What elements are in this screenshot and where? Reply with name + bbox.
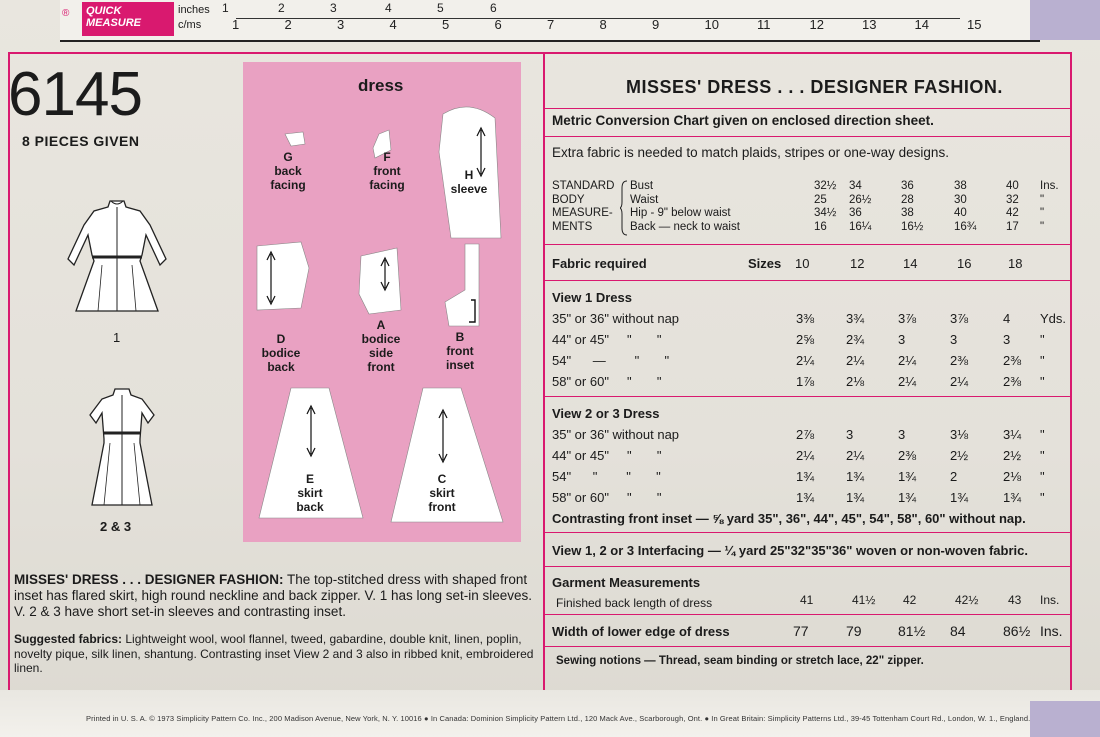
view23-value: 3¼ <box>1003 427 1022 442</box>
ruler-cm-mark: 5 <box>442 17 450 32</box>
ruler-cm-mark: 3 <box>337 17 345 32</box>
back-length-value: 41 <box>800 593 814 607</box>
view23-unit: " <box>1040 469 1045 484</box>
width-value: 86½ <box>1003 623 1031 639</box>
interfacing: View 1, 2 or 3 Interfacing — ¼ yard 25"32"35"36" woven or non-woven fabric. <box>552 543 1028 558</box>
view23-value: 2½ <box>1003 448 1022 463</box>
piece-b-letter: B <box>455 330 465 344</box>
piece-b-name: front inset <box>445 344 474 372</box>
measurement-value: 32 <box>1006 193 1019 206</box>
piece-a-name: bodice side front <box>361 332 401 374</box>
measurement-value: 40 <box>954 207 967 219</box>
view1-value: 2¼ <box>846 353 865 368</box>
view1-value: 2⅛ <box>846 374 865 389</box>
view23-fabric: 54" " " " <box>552 469 661 484</box>
rule <box>545 566 1070 567</box>
ruler-cm-mark: 9 <box>652 17 660 32</box>
measurement-unit: Ins. <box>1040 180 1059 192</box>
view23-value: 1¾ <box>846 469 865 484</box>
view23-value: 2⅛ <box>1003 469 1022 484</box>
view1-value: 1⅞ <box>796 374 815 389</box>
view1-value: 3⅞ <box>898 311 917 326</box>
contrasting-inset: Contrasting front inset — ⅝ yard 35", 36", 44", 45", 54", 58", 60" without nap. <box>552 511 1026 526</box>
rule <box>545 396 1070 397</box>
measurement-value: 16 <box>814 220 827 233</box>
piece-b <box>428 330 492 372</box>
view1-unit: " <box>1040 353 1045 368</box>
lavender-tab-bottom <box>1030 701 1100 737</box>
standard-label <box>552 180 614 234</box>
measurement-value: 38 <box>901 207 914 219</box>
inches-label: inches <box>178 4 210 16</box>
view23-fabric: 44" or 45" " " <box>552 448 662 463</box>
back-length-label: Finished back length of dress <box>556 596 713 610</box>
view23-fabric: 58" or 60" " " <box>552 490 662 505</box>
width-value: 79 <box>846 623 862 639</box>
brace-icon <box>620 180 628 236</box>
back-length-value: 42 <box>903 593 917 607</box>
view23-value: 1¾ <box>1003 490 1022 505</box>
width-label: Width of lower edge of dress <box>552 624 730 639</box>
piece-e <box>278 472 342 514</box>
piece-a <box>348 318 414 374</box>
pattern-number: 6145 <box>8 60 142 129</box>
piece-c <box>410 472 474 514</box>
view23-value: 2⅜ <box>898 448 917 463</box>
piece-h <box>440 168 498 196</box>
ruler-inch-mark: 6 <box>490 1 497 15</box>
garment-title: Garment Measurements <box>552 575 701 590</box>
rule <box>545 646 1070 647</box>
width-unit: Ins. <box>1040 623 1063 639</box>
view1-fabric: 54" — " " <box>552 353 670 368</box>
measurement-value: 40 <box>1006 180 1019 192</box>
rule <box>545 108 1070 109</box>
view23-value: 2½ <box>950 448 969 463</box>
fabric-required-label: Fabric required <box>552 256 647 271</box>
view1-value: 2¼ <box>796 353 815 368</box>
sewing-notions: Sewing notions — Thread, seam binding or stretch lace, 22" zipper. <box>556 655 924 667</box>
view1-value: 3 <box>898 332 906 347</box>
measurement-value: 16½ <box>901 220 924 233</box>
view1-value: 2⅝ <box>796 332 815 347</box>
piece-f-letter: F <box>383 150 391 164</box>
measurement-value: 36 <box>901 180 914 192</box>
measurement-name: Hip - 9" below waist <box>630 207 731 219</box>
piece-d <box>248 332 314 374</box>
view1-value: 3 <box>1003 332 1011 347</box>
view1-value: 2¼ <box>950 374 969 389</box>
back-length-value: 42½ <box>955 593 979 607</box>
pattern-pieces-shapes <box>243 62 521 542</box>
view1-value: 2¾ <box>846 332 865 347</box>
piece-d-letter: D <box>276 332 286 346</box>
view23-value: 3 <box>898 427 906 442</box>
view1-fabric: 35" or 36" without nap <box>552 311 680 326</box>
ruler-cm-mark: 2 <box>284 17 292 32</box>
view1-value: 4 <box>1003 311 1011 326</box>
measurement-value: 28 <box>901 193 914 206</box>
ruler-cm-mark: 15 <box>967 17 982 32</box>
std-line: MENTS <box>552 220 593 233</box>
lavender-tab <box>1030 0 1100 40</box>
size-label: 10 <box>795 256 810 271</box>
view-1-illustration <box>62 195 172 325</box>
view-2-3-illustration <box>82 383 162 513</box>
piece-d-name: bodice back <box>261 346 301 374</box>
size-label: 16 <box>957 256 972 271</box>
diagram-title: dress <box>358 76 404 95</box>
rule <box>545 244 1070 245</box>
width-value: 84 <box>950 623 966 639</box>
measurement-value: 34 <box>849 180 862 192</box>
fabrics-body: Lightweight wool, wool flannel, tweed, gabardine, double knit, linen, poplin, novelty pique, silk linen, shantung. Contrasting inset View 2 and 3 also in ribbed knit, embroidered linen. <box>14 632 534 675</box>
view1-title: View 1 Dress <box>552 290 632 305</box>
view1-value: 3 <box>950 332 958 347</box>
ruler-cm-mark: 10 <box>704 17 719 32</box>
view23-value: 3⅛ <box>950 427 969 442</box>
ruler-inch-mark: 4 <box>385 1 392 15</box>
view1-value: 2⅜ <box>1003 374 1022 389</box>
ruler-cm-mark: 8 <box>599 17 607 32</box>
view23-value: 1¾ <box>898 490 917 505</box>
size-label: 12 <box>850 256 865 271</box>
view1-unit: " <box>1040 374 1045 389</box>
view23-unit: " <box>1040 490 1045 505</box>
view1-fabric: 44" or 45" " " <box>552 332 662 347</box>
piece-c-letter: C <box>437 472 447 486</box>
piece-h-letter: H <box>464 168 474 182</box>
ruler-cm-mark: 14 <box>914 17 929 32</box>
ruler-inch-mark: 5 <box>437 1 444 15</box>
view23-value: 2 <box>950 469 958 484</box>
ruler-cm-mark: 7 <box>547 17 555 32</box>
view1-value: 3⅜ <box>796 311 815 326</box>
size-label: 14 <box>903 256 918 271</box>
measurement-value: 16¼ <box>849 220 872 233</box>
extra-fabric-note: Extra fabric is needed to match plaids, stripes or one-way designs. <box>552 145 949 160</box>
view1-value: 2⅜ <box>950 353 969 368</box>
cms-label: c/ms <box>178 19 202 31</box>
view1-value: 2¼ <box>898 353 917 368</box>
measurement-unit: " <box>1040 207 1045 219</box>
fabrics-title: Suggested fabrics: <box>14 632 123 646</box>
measurement-value: 34½ <box>814 207 837 219</box>
view23-value: 1¾ <box>796 469 815 484</box>
right-title: MISSES' DRESS . . . DESIGNER FASHION. <box>626 77 1003 97</box>
description <box>14 572 534 620</box>
view23-unit: " <box>1040 448 1045 463</box>
view23-value: 1¾ <box>796 490 815 505</box>
back-length-value: 41½ <box>852 593 876 607</box>
suggested-fabrics <box>14 632 534 676</box>
metric-note: Metric Conversion Chart given on enclosed direction sheet. <box>552 113 934 128</box>
piece-e-name: skirt back <box>296 486 324 514</box>
quick-measure-badge: QUICK MEASURE <box>82 2 174 36</box>
view23-fabric: 35" or 36" without nap <box>552 427 680 442</box>
pieces-given: 8 PIECES GIVEN <box>22 133 140 149</box>
width-value: 77 <box>793 623 809 639</box>
measurement-name: Back — neck to waist <box>630 220 740 233</box>
measurement-value: 17 <box>1006 220 1019 233</box>
size-label: 18 <box>1008 256 1023 271</box>
view1-unit: Yds. <box>1040 311 1067 326</box>
measurement-unit: " <box>1040 220 1045 233</box>
registered-mark: ® <box>62 8 70 19</box>
description-body: The top-stitched dress with shaped front inset has flared skirt, high round neckline and back zipper. V. 1 has long set-in sleeves. V. 2 & 3 have short set-in sleeves and contrasting inset. <box>14 572 533 619</box>
measurement-value: 32½ <box>814 180 837 192</box>
piece-c-name: skirt front <box>428 486 456 514</box>
ruler-cm-mark: 11 <box>757 17 771 32</box>
column-divider <box>543 52 545 697</box>
piece-g <box>256 150 320 192</box>
measurement-unit: " <box>1040 193 1045 206</box>
measurement-value: 25 <box>814 193 827 206</box>
view1-fabric: 58" or 60" " " <box>552 374 662 389</box>
measurement-value: 26½ <box>849 193 872 206</box>
piece-e-letter: E <box>305 472 314 486</box>
piece-g-letter: G <box>283 150 293 164</box>
width-value: 81½ <box>898 623 926 639</box>
piece-h-name: sleeve <box>450 182 488 196</box>
ruler-inch-mark: 3 <box>330 1 337 15</box>
view23-title: View 2 or 3 Dress <box>552 406 660 421</box>
back-length-unit: Ins. <box>1040 593 1060 607</box>
measurement-name: Waist <box>630 193 659 206</box>
view23-value: 2¼ <box>796 448 815 463</box>
view23-value: 2¼ <box>846 448 865 463</box>
ruler-cm-mark: 12 <box>809 17 824 32</box>
view-1-label: 1 <box>113 330 121 345</box>
view23-value: 1¾ <box>950 490 969 505</box>
rule <box>545 532 1070 533</box>
view1-value: 3⅞ <box>950 311 969 326</box>
description-title: MISSES' DRESS . . . DESIGNER FASHION: <box>14 572 284 587</box>
view23-unit: " <box>1040 427 1045 442</box>
measurement-value: 38 <box>954 180 967 192</box>
ruler-inch-mark: 2 <box>278 1 285 15</box>
view1-value: 3¾ <box>846 311 865 326</box>
view23-value: 3 <box>846 427 854 442</box>
view23-value: 1¾ <box>846 490 865 505</box>
measurement-value: 16¾ <box>954 220 977 233</box>
piece-g-name: back facing <box>270 164 306 192</box>
std-line: BODY <box>552 193 585 206</box>
ruler-cm-mark: 1 <box>232 17 240 32</box>
measurement-value: 30 <box>954 193 967 206</box>
std-line: MEASURE- <box>552 207 613 219</box>
ruler-cm-mark: 13 <box>862 17 877 32</box>
ruler-divider <box>236 18 960 19</box>
rule <box>545 614 1070 615</box>
view23-value: 2⅞ <box>796 427 815 442</box>
view-2-3-label: 2 & 3 <box>100 519 132 534</box>
piece-f-name: front facing <box>369 164 405 192</box>
view23-value: 1¾ <box>898 469 917 484</box>
rule <box>545 136 1070 137</box>
view1-unit: " <box>1040 332 1045 347</box>
measurement-name: Bust <box>630 180 654 192</box>
sizes-label: Sizes <box>748 256 782 271</box>
rule <box>545 280 1070 281</box>
view1-value: 2¼ <box>898 374 917 389</box>
piece-a-letter: A <box>376 318 386 332</box>
measurement-value: 36 <box>849 207 862 219</box>
ruler-cm-mark: 4 <box>389 17 397 32</box>
view1-value: 2⅜ <box>1003 353 1022 368</box>
back-length-value: 43 <box>1008 593 1022 607</box>
std-line: STANDARD <box>552 180 615 192</box>
ruler-inch-mark: 1 <box>222 1 229 15</box>
ruler-cm-mark: 6 <box>494 17 502 32</box>
measurement-value: 42 <box>1006 207 1019 219</box>
piece-f <box>352 150 422 192</box>
footer-credits: Printed in U. S. A. © 1973 Simplicity Pattern Co. Inc., 200 Madison Avenue, New York, N. Y. 10016 ● In Canada: Dominion Simplicity Pattern Ltd., 120 Mack Ave., Scarborough, Ont. ● In Great Britain: Simplicity Patterns Ltd., 39-45 Tottenham Court Rd., London, W. 1., England. <box>86 714 1031 723</box>
